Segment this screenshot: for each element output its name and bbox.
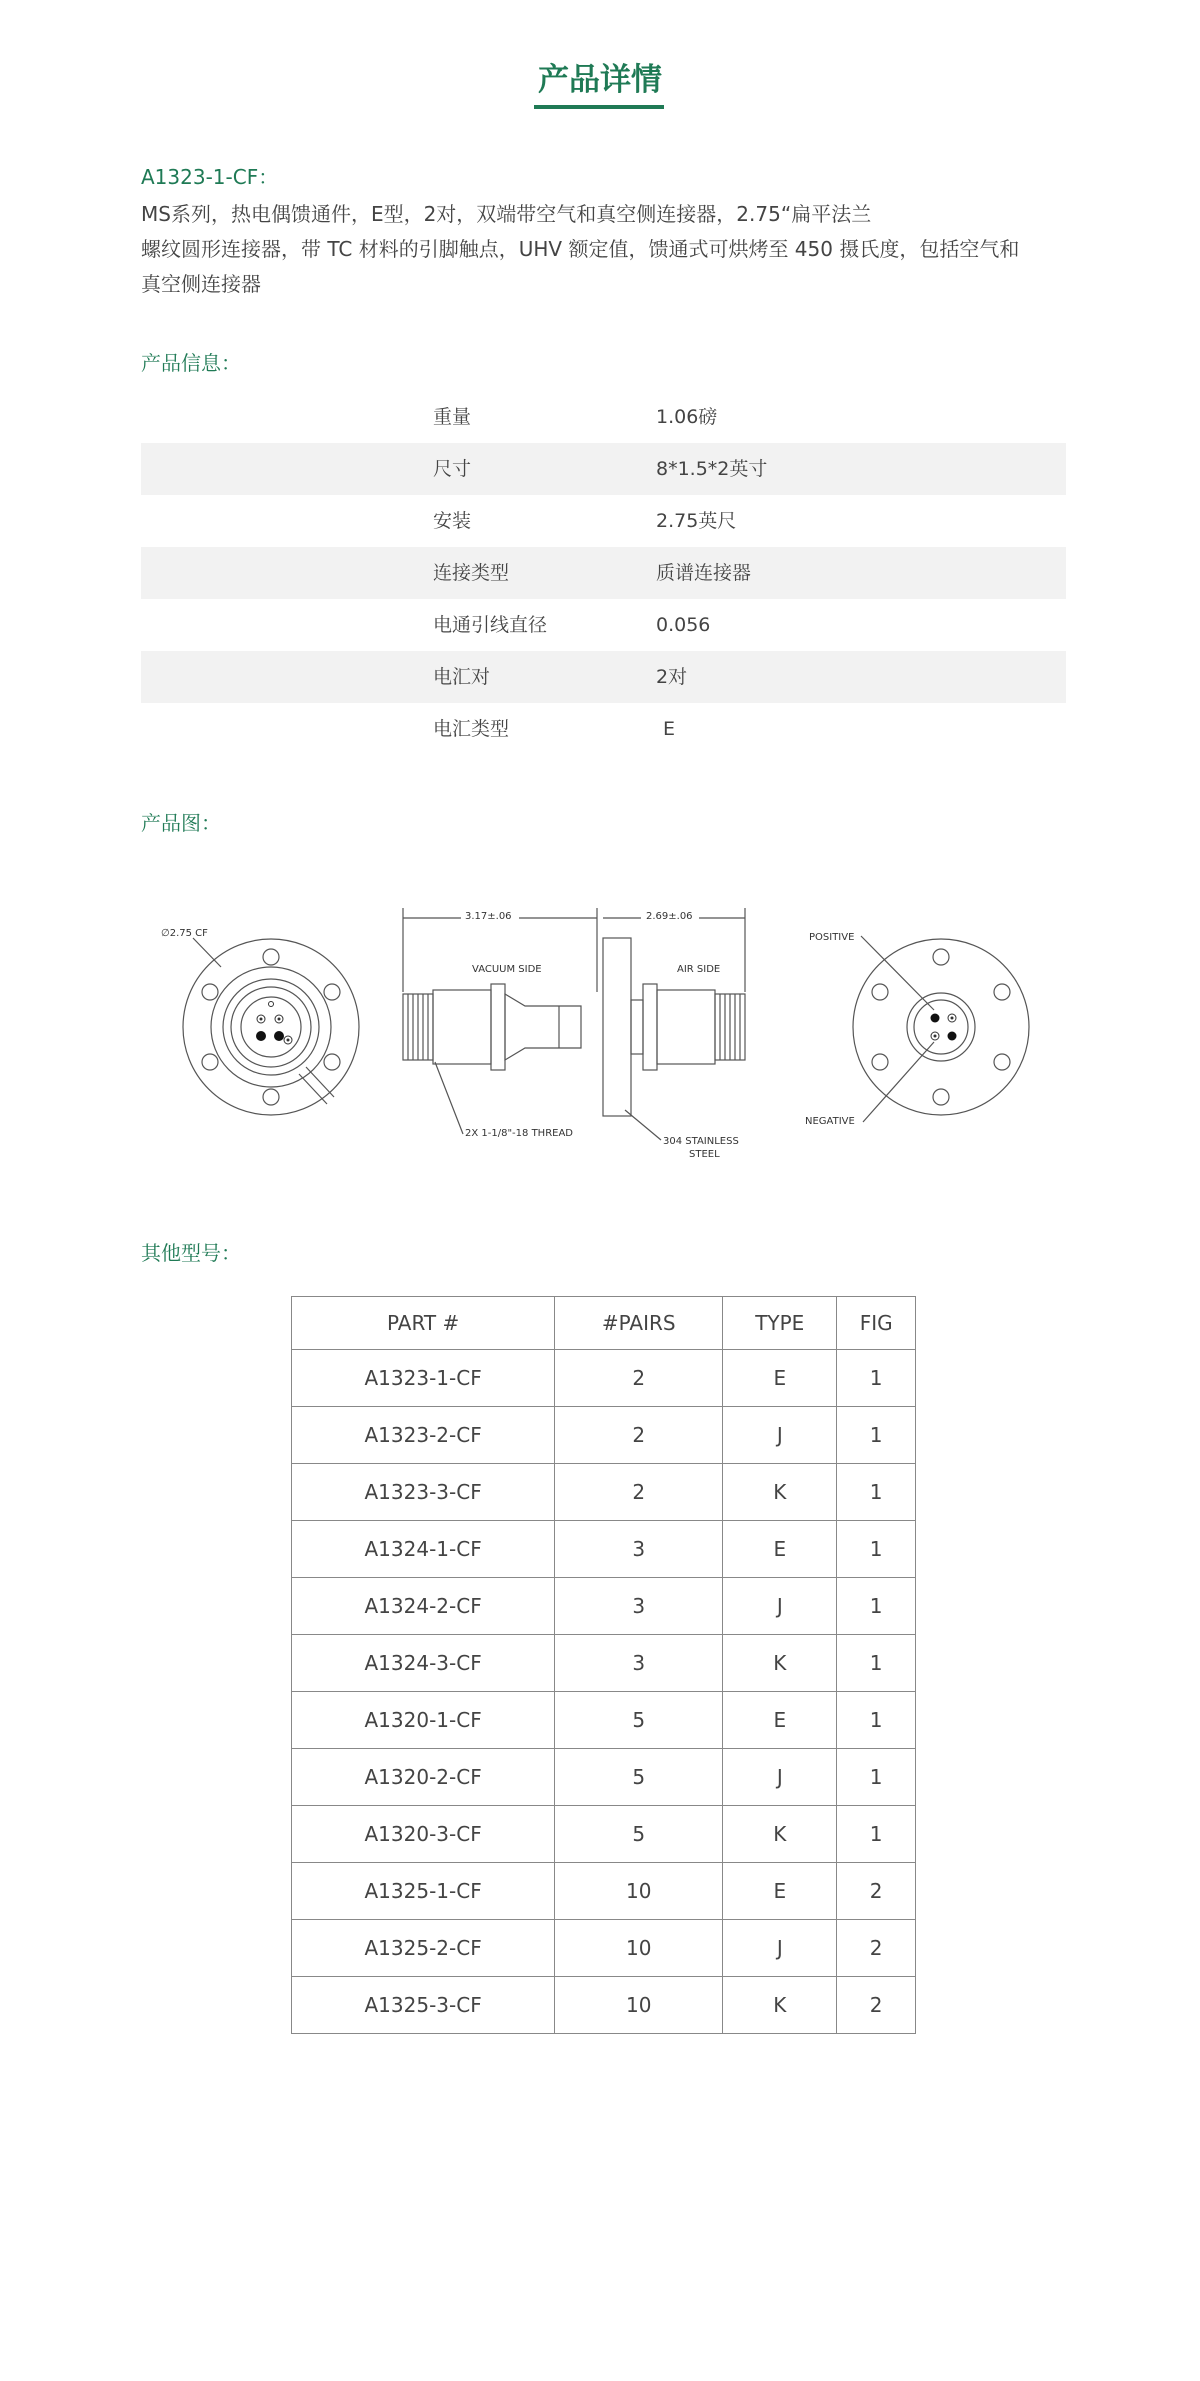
air-side-label: AIR SIDE	[677, 964, 721, 975]
rear-pins	[931, 1014, 957, 1041]
description-line: 螺纹圆形连接器，带 TC 材料的引脚触点，UHV 额定值，馈通式可烘烤至 450 摄氏度，包括空气和	[141, 237, 1020, 261]
rear-flange-view	[853, 936, 1029, 1122]
cell-part: A1323-2-CF	[292, 1407, 555, 1464]
product-info-table	[141, 391, 1066, 755]
cell-pairs: 3	[555, 1578, 723, 1635]
vacuum-length-dim: 3.17±.06	[465, 911, 512, 922]
table-row	[292, 1692, 916, 1749]
info-key: 连接类型	[433, 562, 510, 584]
table-row	[292, 1977, 916, 2034]
front-pins	[256, 1002, 292, 1045]
cell-fig: 1	[837, 1749, 916, 1806]
cell-part: A1324-3-CF	[292, 1635, 555, 1692]
info-key: 电汇对	[433, 666, 491, 688]
cell-fig: 2	[837, 1977, 916, 2034]
header-fig: FIG	[837, 1297, 916, 1350]
info-key: 尺寸	[433, 458, 472, 480]
title-underline	[534, 105, 664, 109]
product-model: A1323-1-CF：	[141, 165, 279, 189]
air-length-dim: 2.69±.06	[646, 911, 693, 922]
info-value: 质谱连接器	[656, 562, 752, 584]
table-row	[292, 1350, 916, 1407]
table-row	[292, 1635, 916, 1692]
thread-label: 2X 1-1/8"-18 THREAD	[465, 1128, 574, 1139]
product-drawing	[141, 882, 1071, 1172]
info-section-label: 产品信息：	[141, 351, 241, 375]
steel-label: 304 STAINLESS	[663, 1136, 739, 1147]
cell-type: K	[723, 1977, 837, 2034]
cell-fig: 1	[837, 1407, 916, 1464]
info-key: 电汇类型	[433, 718, 510, 740]
info-value: 1.06磅	[656, 406, 718, 428]
cell-fig: 2	[837, 1920, 916, 1977]
cell-pairs: 5	[555, 1749, 723, 1806]
cell-pairs: 5	[555, 1692, 723, 1749]
other-models-label: 其他型号：	[141, 1241, 241, 1265]
info-row	[141, 547, 1066, 599]
table-row	[292, 1407, 916, 1464]
cell-part: A1323-3-CF	[292, 1464, 555, 1521]
info-row	[141, 703, 1066, 755]
table-row	[292, 1863, 916, 1920]
cell-pairs: 3	[555, 1521, 723, 1578]
info-value: 2对	[656, 666, 688, 688]
cell-part: A1323-1-CF	[292, 1350, 555, 1407]
info-key: 电通引线直径	[433, 614, 548, 636]
cell-part: A1325-2-CF	[292, 1920, 555, 1977]
description-line: 真空侧连接器	[141, 272, 261, 296]
cell-pairs: 2	[555, 1464, 723, 1521]
header-type: TYPE	[723, 1297, 837, 1350]
cell-type: E	[723, 1350, 837, 1407]
info-row	[141, 651, 1066, 703]
cell-pairs: 10	[555, 1863, 723, 1920]
cell-type: J	[723, 1749, 837, 1806]
info-row	[141, 599, 1066, 651]
product-description	[141, 197, 1071, 302]
cell-fig: 1	[837, 1464, 916, 1521]
table-row	[292, 1749, 916, 1806]
cell-type: J	[723, 1578, 837, 1635]
cell-pairs: 10	[555, 1977, 723, 2034]
other-models-table	[291, 1296, 916, 2034]
cell-part: A1325-3-CF	[292, 1977, 555, 2034]
cell-part: A1324-1-CF	[292, 1521, 555, 1578]
cell-fig: 1	[837, 1635, 916, 1692]
info-value: 0.056	[656, 614, 711, 636]
steel-label: STEEL	[689, 1149, 720, 1160]
cell-type: K	[723, 1806, 837, 1863]
vacuum-side-label: VACUUM SIDE	[472, 964, 542, 975]
cell-part: A1320-1-CF	[292, 1692, 555, 1749]
cell-part: A1320-2-CF	[292, 1749, 555, 1806]
figure-section-label: 产品图：	[141, 811, 221, 835]
cell-fig: 1	[837, 1692, 916, 1749]
info-value: 2.75英尺	[656, 510, 737, 532]
cell-pairs: 3	[555, 1635, 723, 1692]
cell-fig: 1	[837, 1578, 916, 1635]
table-row	[292, 1464, 916, 1521]
info-key: 安装	[433, 510, 472, 532]
front-flange-view	[183, 938, 359, 1115]
cell-fig: 1	[837, 1521, 916, 1578]
cell-part: A1324-2-CF	[292, 1578, 555, 1635]
cell-type: J	[723, 1920, 837, 1977]
cell-part: A1325-1-CF	[292, 1863, 555, 1920]
cell-type: K	[723, 1464, 837, 1521]
cell-type: E	[723, 1521, 837, 1578]
side-view	[403, 908, 745, 1140]
flange-dim-label: ∅2.75 CF	[161, 928, 208, 939]
cell-type: E	[723, 1863, 837, 1920]
table-header-row	[292, 1297, 916, 1350]
info-value: 8*1.5*2英寸	[656, 458, 768, 480]
table-row	[292, 1806, 916, 1863]
table-row	[292, 1920, 916, 1977]
info-row	[141, 391, 1066, 443]
positive-label: POSITIVE	[809, 932, 855, 943]
info-row	[141, 495, 1066, 547]
table-row	[292, 1578, 916, 1635]
cell-pairs: 2	[555, 1350, 723, 1407]
info-row	[141, 443, 1066, 495]
negative-label: NEGATIVE	[805, 1116, 855, 1127]
cell-part: A1320-3-CF	[292, 1806, 555, 1863]
page-title: 产品详情	[538, 62, 662, 98]
info-value: E	[663, 718, 676, 740]
cell-fig: 1	[837, 1806, 916, 1863]
table-row	[292, 1521, 916, 1578]
description-line: MS系列，热电偶馈通件，E型，2对，双端带空气和真空侧连接器，2.75“扁平法兰	[141, 202, 872, 226]
cell-type: J	[723, 1407, 837, 1464]
header-part: PART #	[292, 1297, 555, 1350]
cell-fig: 1	[837, 1350, 916, 1407]
cell-pairs: 10	[555, 1920, 723, 1977]
cell-pairs: 2	[555, 1407, 723, 1464]
cell-pairs: 5	[555, 1806, 723, 1863]
cell-type: K	[723, 1635, 837, 1692]
cell-type: E	[723, 1692, 837, 1749]
header-pairs: #PAIRS	[555, 1297, 723, 1350]
cell-fig: 2	[837, 1863, 916, 1920]
info-key: 重量	[433, 406, 472, 428]
